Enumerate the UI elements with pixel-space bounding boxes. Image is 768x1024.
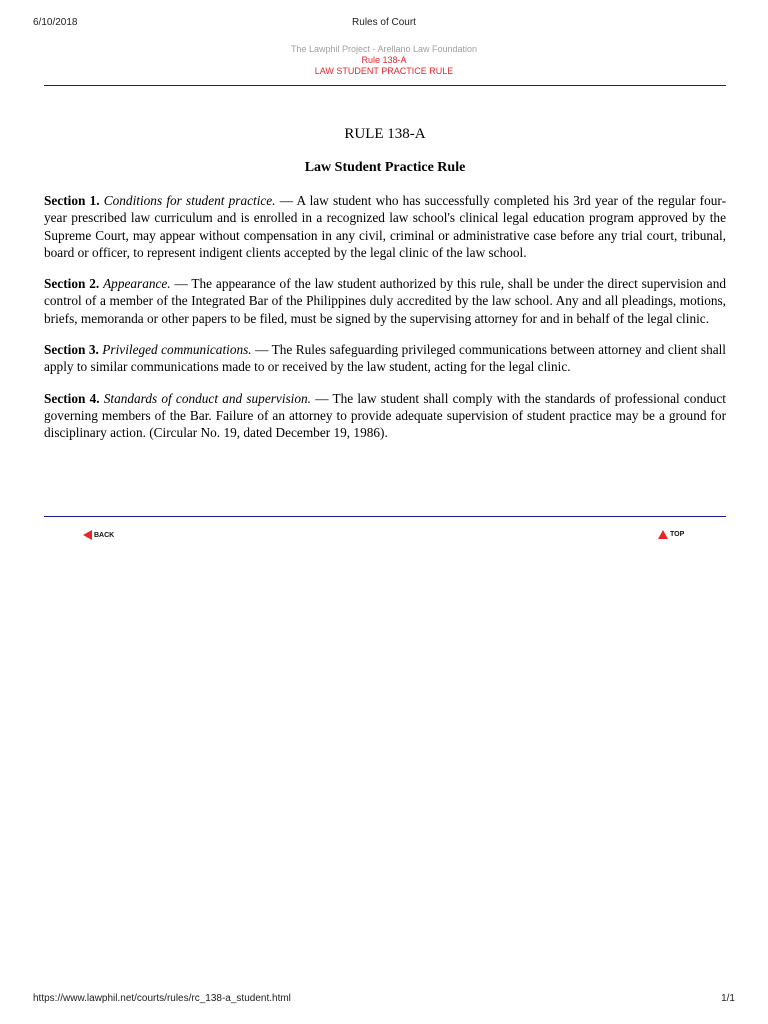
- back-label: BACK: [94, 531, 115, 539]
- section-label: Section 3.: [44, 342, 99, 358]
- print-header: [0, 17, 768, 31]
- document-subtitle: Law Student Practice Rule: [304, 160, 466, 175]
- rule-name-link[interactable]: LAW STUDENT PRACTICE RULE: [314, 66, 454, 76]
- section-2: [44, 275, 726, 327]
- rule-number-link[interactable]: Rule 138-A: [361, 55, 407, 65]
- top-divider: [44, 85, 726, 86]
- up-arrow-icon: [658, 530, 668, 539]
- section-text: — The law student shall comply with the standards of professional conduct governing members of the Bar. Failure of an attorney to provide adequate supervision of student practice may be a ground for disciplinary action. (Circular No. 19, dated December 19, 1986).: [44, 390, 726, 441]
- page-count: 1/1: [721, 993, 735, 1004]
- site-header: [0, 44, 768, 77]
- document-body: [44, 125, 726, 442]
- section-heading: Conditions for student practice.: [103, 193, 276, 208]
- print-title: Rules of Court: [352, 17, 416, 28]
- section-text: — The appearance of the law student authorized by this rule, shall be under the direct supervision and control of a member of the Integrated Bar of the Philippines duly accredited by the law school. Any and all pleadings, motions, briefs, memoranda or other papers to be filed, must be signed by the supervising attorney for and in behalf of the legal clinic.: [44, 276, 726, 326]
- section-text: — The Rules safeguarding privileged communications between attorney and client shall apply to similar communications made to or received by the law student, acting for the legal clinic.: [44, 342, 727, 375]
- section-text: — A law student who has successfully completed his 3rd year of the regular four-year prescribed law curriculum and is enrolled in a recognized law school's clinical legal education program approved by the Supreme Court, may appear without compensation in any civil, criminal or administrative case before any trial court, tribunal, board or officer, to represent indigent clients accepted by the legal clinic of the law school.: [44, 193, 726, 260]
- section-label: Section 4.: [44, 390, 100, 406]
- top-link[interactable]: [658, 530, 684, 539]
- back-arrow-icon: [83, 530, 92, 540]
- section-label: Section 1.: [44, 193, 100, 208]
- bottom-divider: [44, 516, 726, 517]
- section-1: [44, 192, 726, 261]
- section-heading: Standards of conduct and supervision.: [103, 390, 311, 406]
- section-3: [44, 341, 726, 376]
- section-label: Section 2.: [44, 276, 100, 292]
- section-heading: Privileged communications.: [102, 342, 252, 358]
- document-title: RULE 138-A: [344, 126, 426, 142]
- project-name: The Lawphil Project - Arellano Law Foundation: [290, 44, 478, 54]
- section-heading: Appearance.: [103, 276, 171, 292]
- page-url: https://www.lawphil.net/courts/rules/rc_138-a_student.html: [33, 993, 291, 1004]
- back-link[interactable]: [83, 530, 114, 540]
- section-4: [44, 390, 726, 442]
- top-label: TOP: [670, 531, 685, 538]
- print-date: 6/10/2018: [33, 17, 78, 28]
